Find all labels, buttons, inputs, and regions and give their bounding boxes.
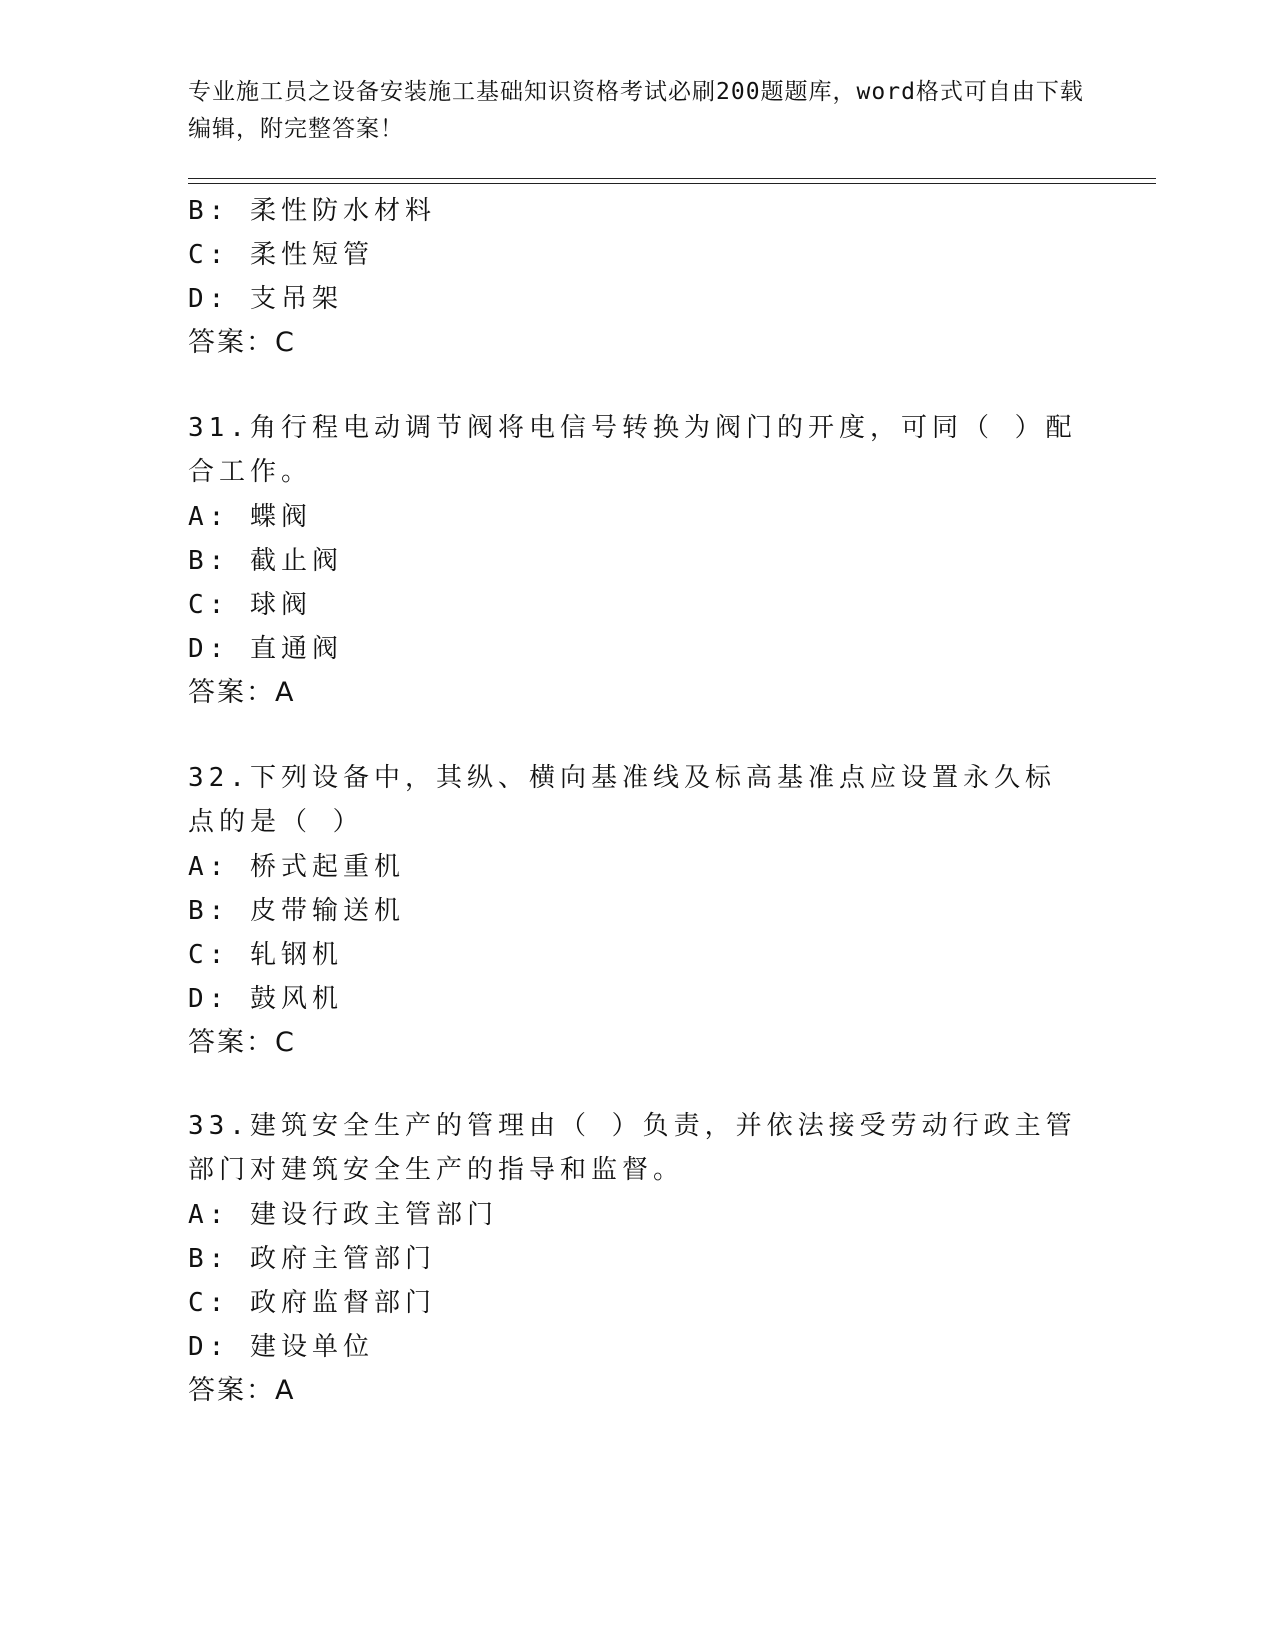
option-b: B: 截止阀 <box>188 546 343 576</box>
option-c: C: 柔性短管 <box>188 240 374 270</box>
answer-line: 答案：A <box>188 1375 296 1406</box>
answer-line: 答案：C <box>188 327 296 358</box>
document-header: 专业施工员之设备安装施工基础知识资格考试必刷200题题库，word格式可自由下载编辑，附完整答案！ <box>188 79 1084 142</box>
option-a: A: 桥式起重机 <box>188 852 405 882</box>
option-d: D: 直通阀 <box>188 634 343 664</box>
option-c: C: 球阀 <box>188 590 312 620</box>
option-a: A: 蝶阀 <box>188 502 312 532</box>
option-a: A: 建设行政主管部门 <box>188 1200 498 1230</box>
header-divider-bottom <box>188 183 1156 184</box>
question-stem: 33.建筑安全生产的管理由（ ）负责，并依法接受劳动行政主管部门对建筑安全生产的指导和监督。 <box>188 1111 1077 1185</box>
answer-line: 答案：C <box>188 1027 296 1058</box>
header-divider-top <box>188 178 1156 179</box>
option-d: D: 支吊架 <box>188 284 343 314</box>
question-stem: 32.下列设备中，其纵、横向基准线及标高基准点应设置永久标点的是（ ） <box>188 763 1056 837</box>
option-d: D: 鼓风机 <box>188 984 343 1014</box>
option-c: C: 轧钢机 <box>188 940 343 970</box>
option-b: B: 皮带输送机 <box>188 896 405 926</box>
option-b: B: 柔性防水材料 <box>188 196 436 226</box>
option-b: B: 政府主管部门 <box>188 1244 436 1274</box>
option-c: C: 政府监督部门 <box>188 1288 436 1318</box>
question-stem: 31.角行程电动调节阀将电信号转换为阀门的开度，可同（ ）配合工作。 <box>188 413 1077 487</box>
answer-line: 答案：A <box>188 677 296 708</box>
option-d: D: 建设单位 <box>188 1332 374 1362</box>
